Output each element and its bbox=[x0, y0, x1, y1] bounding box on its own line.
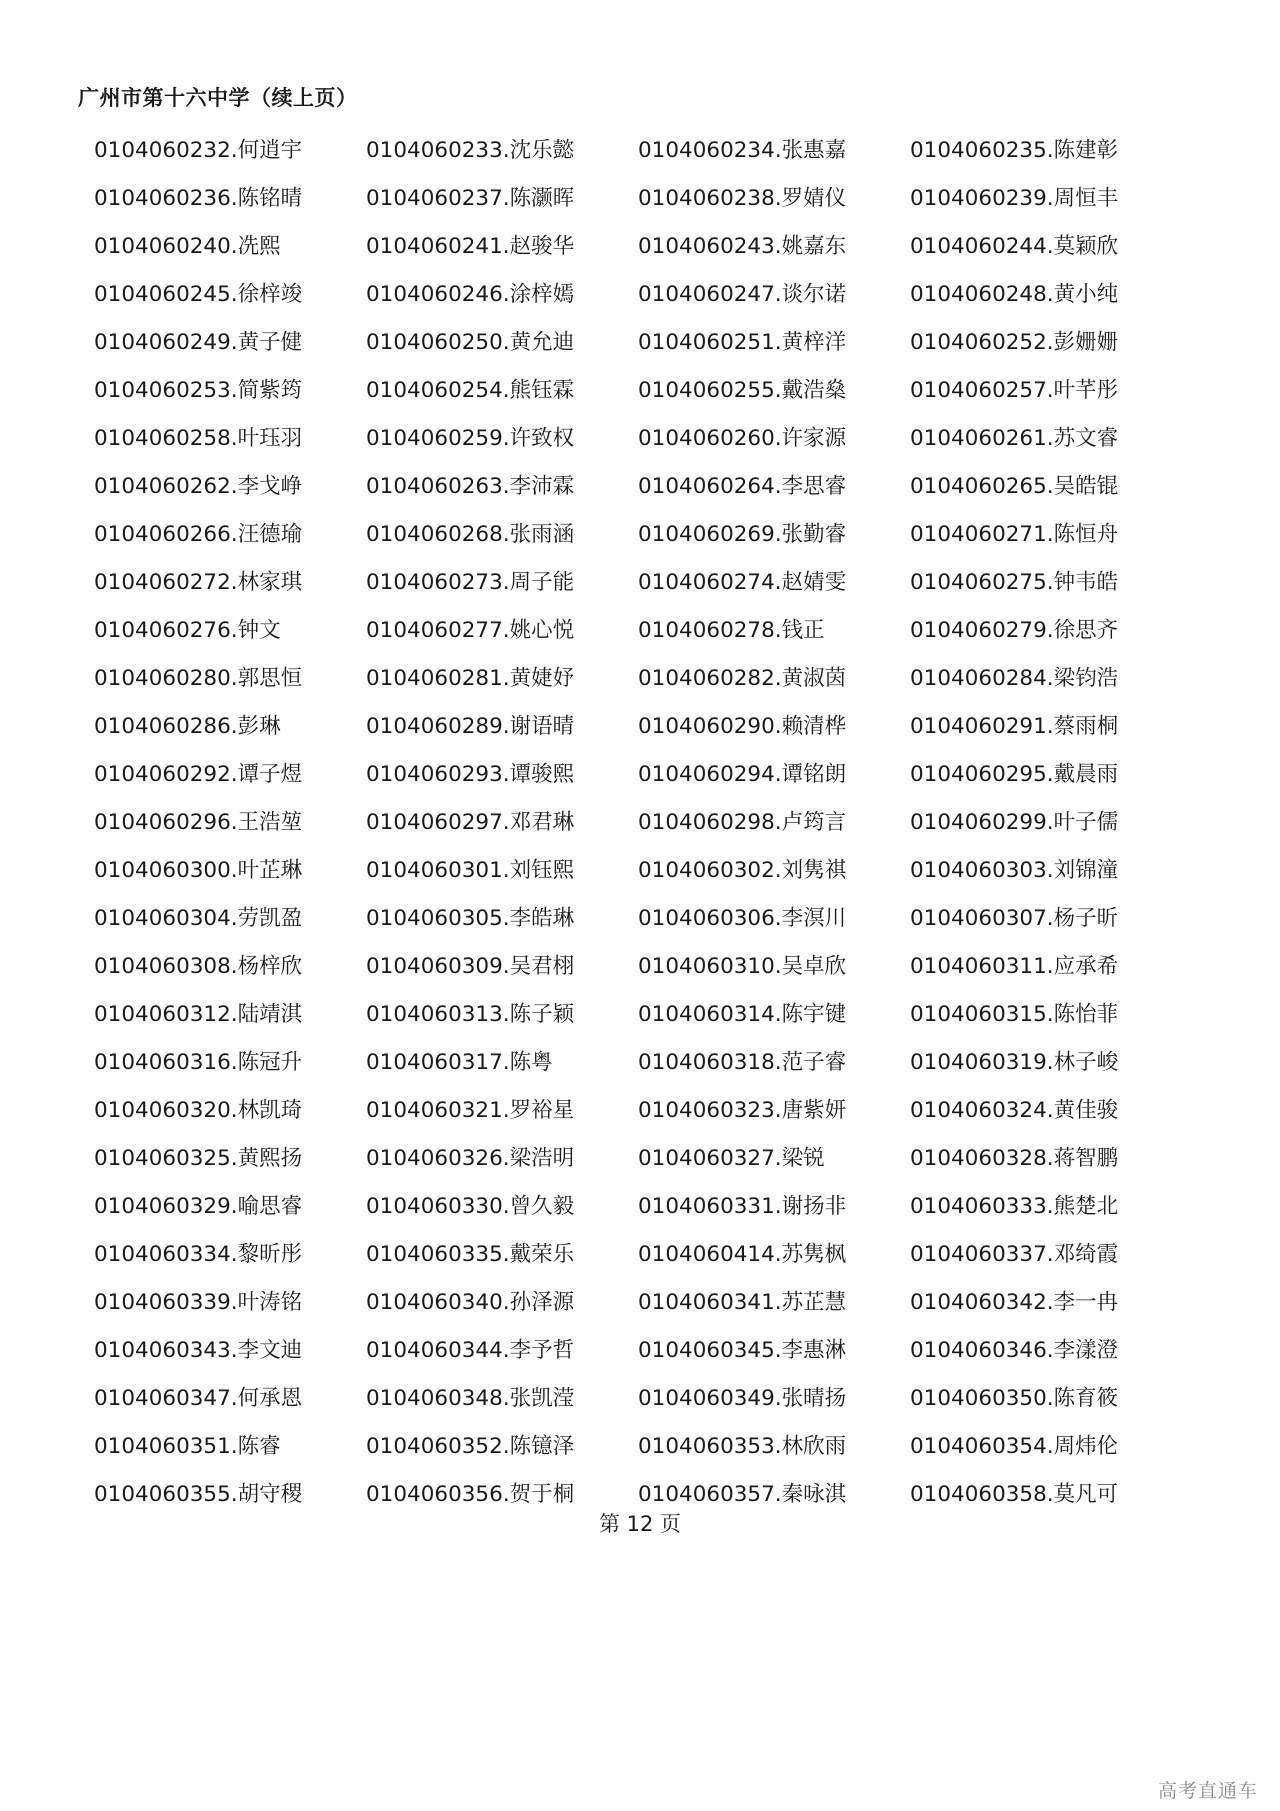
student-entry: 0104060329.喻思睿 bbox=[94, 1193, 303, 1219]
roster-row bbox=[94, 508, 1194, 556]
student-entry: 0104060335.戴荣乐 bbox=[366, 1241, 575, 1267]
student-entry: 0104060268.张雨涵 bbox=[366, 521, 575, 547]
student-entry: 0104060250.黄允迪 bbox=[366, 329, 575, 355]
student-entry: 0104060265.吴皓锟 bbox=[910, 473, 1119, 499]
student-entry: 0104060343.李文迪 bbox=[94, 1337, 303, 1363]
student-entry: 0104060331.谢扬非 bbox=[638, 1193, 847, 1219]
student-entry: 0104060309.吴君栩 bbox=[366, 953, 575, 979]
roster-row bbox=[94, 1276, 1194, 1324]
student-roster bbox=[94, 124, 1194, 1516]
student-entry: 0104060346.李漾澄 bbox=[910, 1337, 1119, 1363]
student-entry: 0104060355.胡守稷 bbox=[94, 1481, 303, 1507]
student-entry: 0104060340.孙泽源 bbox=[366, 1289, 575, 1315]
roster-row bbox=[94, 268, 1194, 316]
student-entry: 0104060320.林凯琦 bbox=[94, 1097, 303, 1123]
student-entry: 0104060297.邓君琳 bbox=[366, 809, 575, 835]
roster-row bbox=[94, 556, 1194, 604]
student-entry: 0104060273.周子能 bbox=[366, 569, 575, 595]
student-entry: 0104060255.戴浩燊 bbox=[638, 377, 847, 403]
student-entry: 0104060281.黄婕妤 bbox=[366, 665, 575, 691]
student-entry: 0104060278.钱正 bbox=[638, 617, 825, 643]
student-entry: 0104060280.郭思恒 bbox=[94, 665, 303, 691]
student-entry: 0104060301.刘钰熙 bbox=[366, 857, 575, 883]
student-entry: 0104060337.邓绮霞 bbox=[910, 1241, 1119, 1267]
student-entry: 0104060307.杨子昕 bbox=[910, 905, 1119, 931]
student-entry: 0104060348.张凯滢 bbox=[366, 1385, 575, 1411]
roster-row bbox=[94, 1372, 1194, 1420]
roster-row bbox=[94, 1036, 1194, 1084]
student-entry: 0104060358.莫凡可 bbox=[910, 1481, 1119, 1507]
student-entry: 0104060249.黄子健 bbox=[94, 329, 303, 355]
student-entry: 0104060292.谭子煜 bbox=[94, 761, 303, 787]
student-entry: 0104060351.陈睿 bbox=[94, 1433, 281, 1459]
student-entry: 0104060317.陈粤 bbox=[366, 1049, 553, 1075]
student-entry: 0104060277.姚心悦 bbox=[366, 617, 575, 643]
student-entry: 0104060258.叶珏羽 bbox=[94, 425, 303, 451]
student-entry: 0104060347.何承恩 bbox=[94, 1385, 303, 1411]
student-entry: 0104060295.戴晨雨 bbox=[910, 761, 1119, 787]
roster-row bbox=[94, 796, 1194, 844]
roster-row bbox=[94, 1420, 1194, 1468]
student-entry: 0104060252.彭姗姗 bbox=[910, 329, 1119, 355]
student-entry: 0104060344.李予哲 bbox=[366, 1337, 575, 1363]
roster-row bbox=[94, 844, 1194, 892]
student-entry: 0104060253.简紫筠 bbox=[94, 377, 303, 403]
student-entry: 0104060274.赵婧雯 bbox=[638, 569, 847, 595]
student-entry: 0104060239.周恒丰 bbox=[910, 185, 1119, 211]
student-entry: 0104060235.陈建彰 bbox=[910, 137, 1119, 163]
student-entry: 0104060315.陈怡菲 bbox=[910, 1001, 1119, 1027]
roster-row bbox=[94, 988, 1194, 1036]
student-entry: 0104060311.应承希 bbox=[910, 953, 1119, 979]
roster-row bbox=[94, 124, 1194, 172]
roster-row bbox=[94, 652, 1194, 700]
student-entry: 0104060261.苏文睿 bbox=[910, 425, 1119, 451]
page-number: 第 12 页 bbox=[598, 1512, 682, 1536]
student-entry: 0104060284.梁钧浩 bbox=[910, 665, 1119, 691]
student-entry: 0104060260.许家源 bbox=[638, 425, 847, 451]
student-entry: 0104060299.叶子儒 bbox=[910, 809, 1119, 835]
student-entry: 0104060264.李思睿 bbox=[638, 473, 847, 499]
student-entry: 0104060352.陈镱泽 bbox=[366, 1433, 575, 1459]
student-entry: 0104060357.秦咏淇 bbox=[638, 1481, 847, 1507]
student-entry: 0104060323.唐紫妍 bbox=[638, 1097, 847, 1123]
student-entry: 0104060262.李戈峥 bbox=[94, 473, 303, 499]
student-entry: 0104060241.赵骏华 bbox=[366, 233, 575, 259]
student-entry: 0104060245.徐梓竣 bbox=[94, 281, 303, 307]
student-entry: 0104060342.李一冉 bbox=[910, 1289, 1119, 1315]
student-entry: 0104060303.刘锦潼 bbox=[910, 857, 1119, 883]
student-entry: 0104060294.谭铭朗 bbox=[638, 761, 847, 787]
roster-row bbox=[94, 460, 1194, 508]
student-entry: 0104060248.黄小纯 bbox=[910, 281, 1119, 307]
student-entry: 0104060290.赖清桦 bbox=[638, 713, 847, 739]
student-entry: 0104060349.张晴扬 bbox=[638, 1385, 847, 1411]
student-entry: 0104060305.李皓琳 bbox=[366, 905, 575, 931]
student-entry: 0104060334.黎昕彤 bbox=[94, 1241, 303, 1267]
student-entry: 0104060300.叶芷琳 bbox=[94, 857, 303, 883]
student-entry: 0104060293.谭骏熙 bbox=[366, 761, 575, 787]
student-entry: 0104060269.张勤睿 bbox=[638, 521, 847, 547]
student-entry: 0104060232.何逍宇 bbox=[94, 137, 303, 163]
student-entry: 0104060259.许致权 bbox=[366, 425, 575, 451]
roster-row bbox=[94, 220, 1194, 268]
student-entry: 0104060247.谈尔诺 bbox=[638, 281, 847, 307]
roster-row bbox=[94, 1324, 1194, 1372]
student-entry: 0104060236.陈铭晴 bbox=[94, 185, 303, 211]
student-entry: 0104060296.王浩堃 bbox=[94, 809, 303, 835]
student-entry: 0104060330.曾久毅 bbox=[366, 1193, 575, 1219]
student-entry: 0104060243.姚嘉东 bbox=[638, 233, 847, 259]
student-entry: 0104060291.蔡雨桐 bbox=[910, 713, 1119, 739]
roster-row bbox=[94, 748, 1194, 796]
student-entry: 0104060240.冼熙 bbox=[94, 233, 281, 259]
student-entry: 0104060289.谢语晴 bbox=[366, 713, 575, 739]
student-entry: 0104060237.陈灏晖 bbox=[366, 185, 575, 211]
student-entry: 0104060263.李沛霖 bbox=[366, 473, 575, 499]
student-entry: 0104060356.贺于桐 bbox=[366, 1481, 575, 1507]
student-entry: 0104060314.陈宇键 bbox=[638, 1001, 847, 1027]
student-entry: 0104060244.莫颖欣 bbox=[910, 233, 1119, 259]
student-entry: 0104060328.蒋智鹏 bbox=[910, 1145, 1119, 1171]
student-entry: 0104060272.林家琪 bbox=[94, 569, 303, 595]
roster-row bbox=[94, 1228, 1194, 1276]
roster-row bbox=[94, 412, 1194, 460]
student-entry: 0104060353.林欣雨 bbox=[638, 1433, 847, 1459]
student-entry: 0104060266.汪德瑜 bbox=[94, 521, 303, 547]
student-entry: 0104060324.黄佳骏 bbox=[910, 1097, 1119, 1123]
student-entry: 0104060302.刘隽祺 bbox=[638, 857, 847, 883]
student-entry: 0104060354.周炜伦 bbox=[910, 1433, 1119, 1459]
student-entry: 0104060318.范子睿 bbox=[638, 1049, 847, 1075]
student-entry: 0104060282.黄淑茵 bbox=[638, 665, 847, 691]
roster-row bbox=[94, 316, 1194, 364]
student-entry: 0104060325.黄熙扬 bbox=[94, 1145, 303, 1171]
student-entry: 0104060279.徐思齐 bbox=[910, 617, 1119, 643]
student-entry: 0104060246.涂梓嫣 bbox=[366, 281, 575, 307]
student-entry: 0104060312.陆靖淇 bbox=[94, 1001, 303, 1027]
roster-row bbox=[94, 940, 1194, 988]
student-entry: 0104060341.苏芷慧 bbox=[638, 1289, 847, 1315]
student-entry: 0104060345.李惠淋 bbox=[638, 1337, 847, 1363]
watermark: 高考直通车 bbox=[1157, 1780, 1258, 1802]
student-entry: 0104060233.沈乐懿 bbox=[366, 137, 575, 163]
roster-row bbox=[94, 604, 1194, 652]
student-entry: 0104060275.钟韦皓 bbox=[910, 569, 1119, 595]
student-entry: 0104060254.熊钰霖 bbox=[366, 377, 575, 403]
student-entry: 0104060276.钟文 bbox=[94, 617, 281, 643]
roster-row bbox=[94, 1084, 1194, 1132]
student-entry: 0104060286.彭琳 bbox=[94, 713, 281, 739]
roster-row bbox=[94, 364, 1194, 412]
student-entry: 0104060321.罗裕星 bbox=[366, 1097, 575, 1123]
roster-row bbox=[94, 172, 1194, 220]
roster-row bbox=[94, 1180, 1194, 1228]
student-entry: 0104060298.卢筠言 bbox=[638, 809, 847, 835]
student-entry: 0104060313.陈子颖 bbox=[366, 1001, 575, 1027]
student-entry: 0104060238.罗婧仪 bbox=[638, 185, 847, 211]
roster-row bbox=[94, 892, 1194, 940]
student-entry: 0104060310.吴卓欣 bbox=[638, 953, 847, 979]
student-entry: 0104060304.劳凯盈 bbox=[94, 905, 303, 931]
student-entry: 0104060308.杨梓欣 bbox=[94, 953, 303, 979]
student-entry: 0104060327.梁锐 bbox=[638, 1145, 825, 1171]
student-entry: 0104060319.林子峻 bbox=[910, 1049, 1119, 1075]
student-entry: 0104060326.梁浩明 bbox=[366, 1145, 575, 1171]
student-entry: 0104060271.陈恒舟 bbox=[910, 521, 1119, 547]
student-entry: 0104060316.陈冠升 bbox=[94, 1049, 303, 1075]
roster-row bbox=[94, 1132, 1194, 1180]
student-entry: 0104060350.陈育筱 bbox=[910, 1385, 1119, 1411]
student-entry: 0104060414.苏隽枫 bbox=[638, 1241, 847, 1267]
student-entry: 0104060339.叶涛铭 bbox=[94, 1289, 303, 1315]
section-heading: 广州市第十六中学（续上页） bbox=[78, 86, 358, 110]
student-entry: 0104060257.叶芊彤 bbox=[910, 377, 1119, 403]
student-entry: 0104060333.熊楚北 bbox=[910, 1193, 1119, 1219]
roster-row bbox=[94, 700, 1194, 748]
student-entry: 0104060306.李溟川 bbox=[638, 905, 847, 931]
student-entry: 0104060234.张惠嘉 bbox=[638, 137, 847, 163]
student-entry: 0104060251.黄梓洋 bbox=[638, 329, 847, 355]
